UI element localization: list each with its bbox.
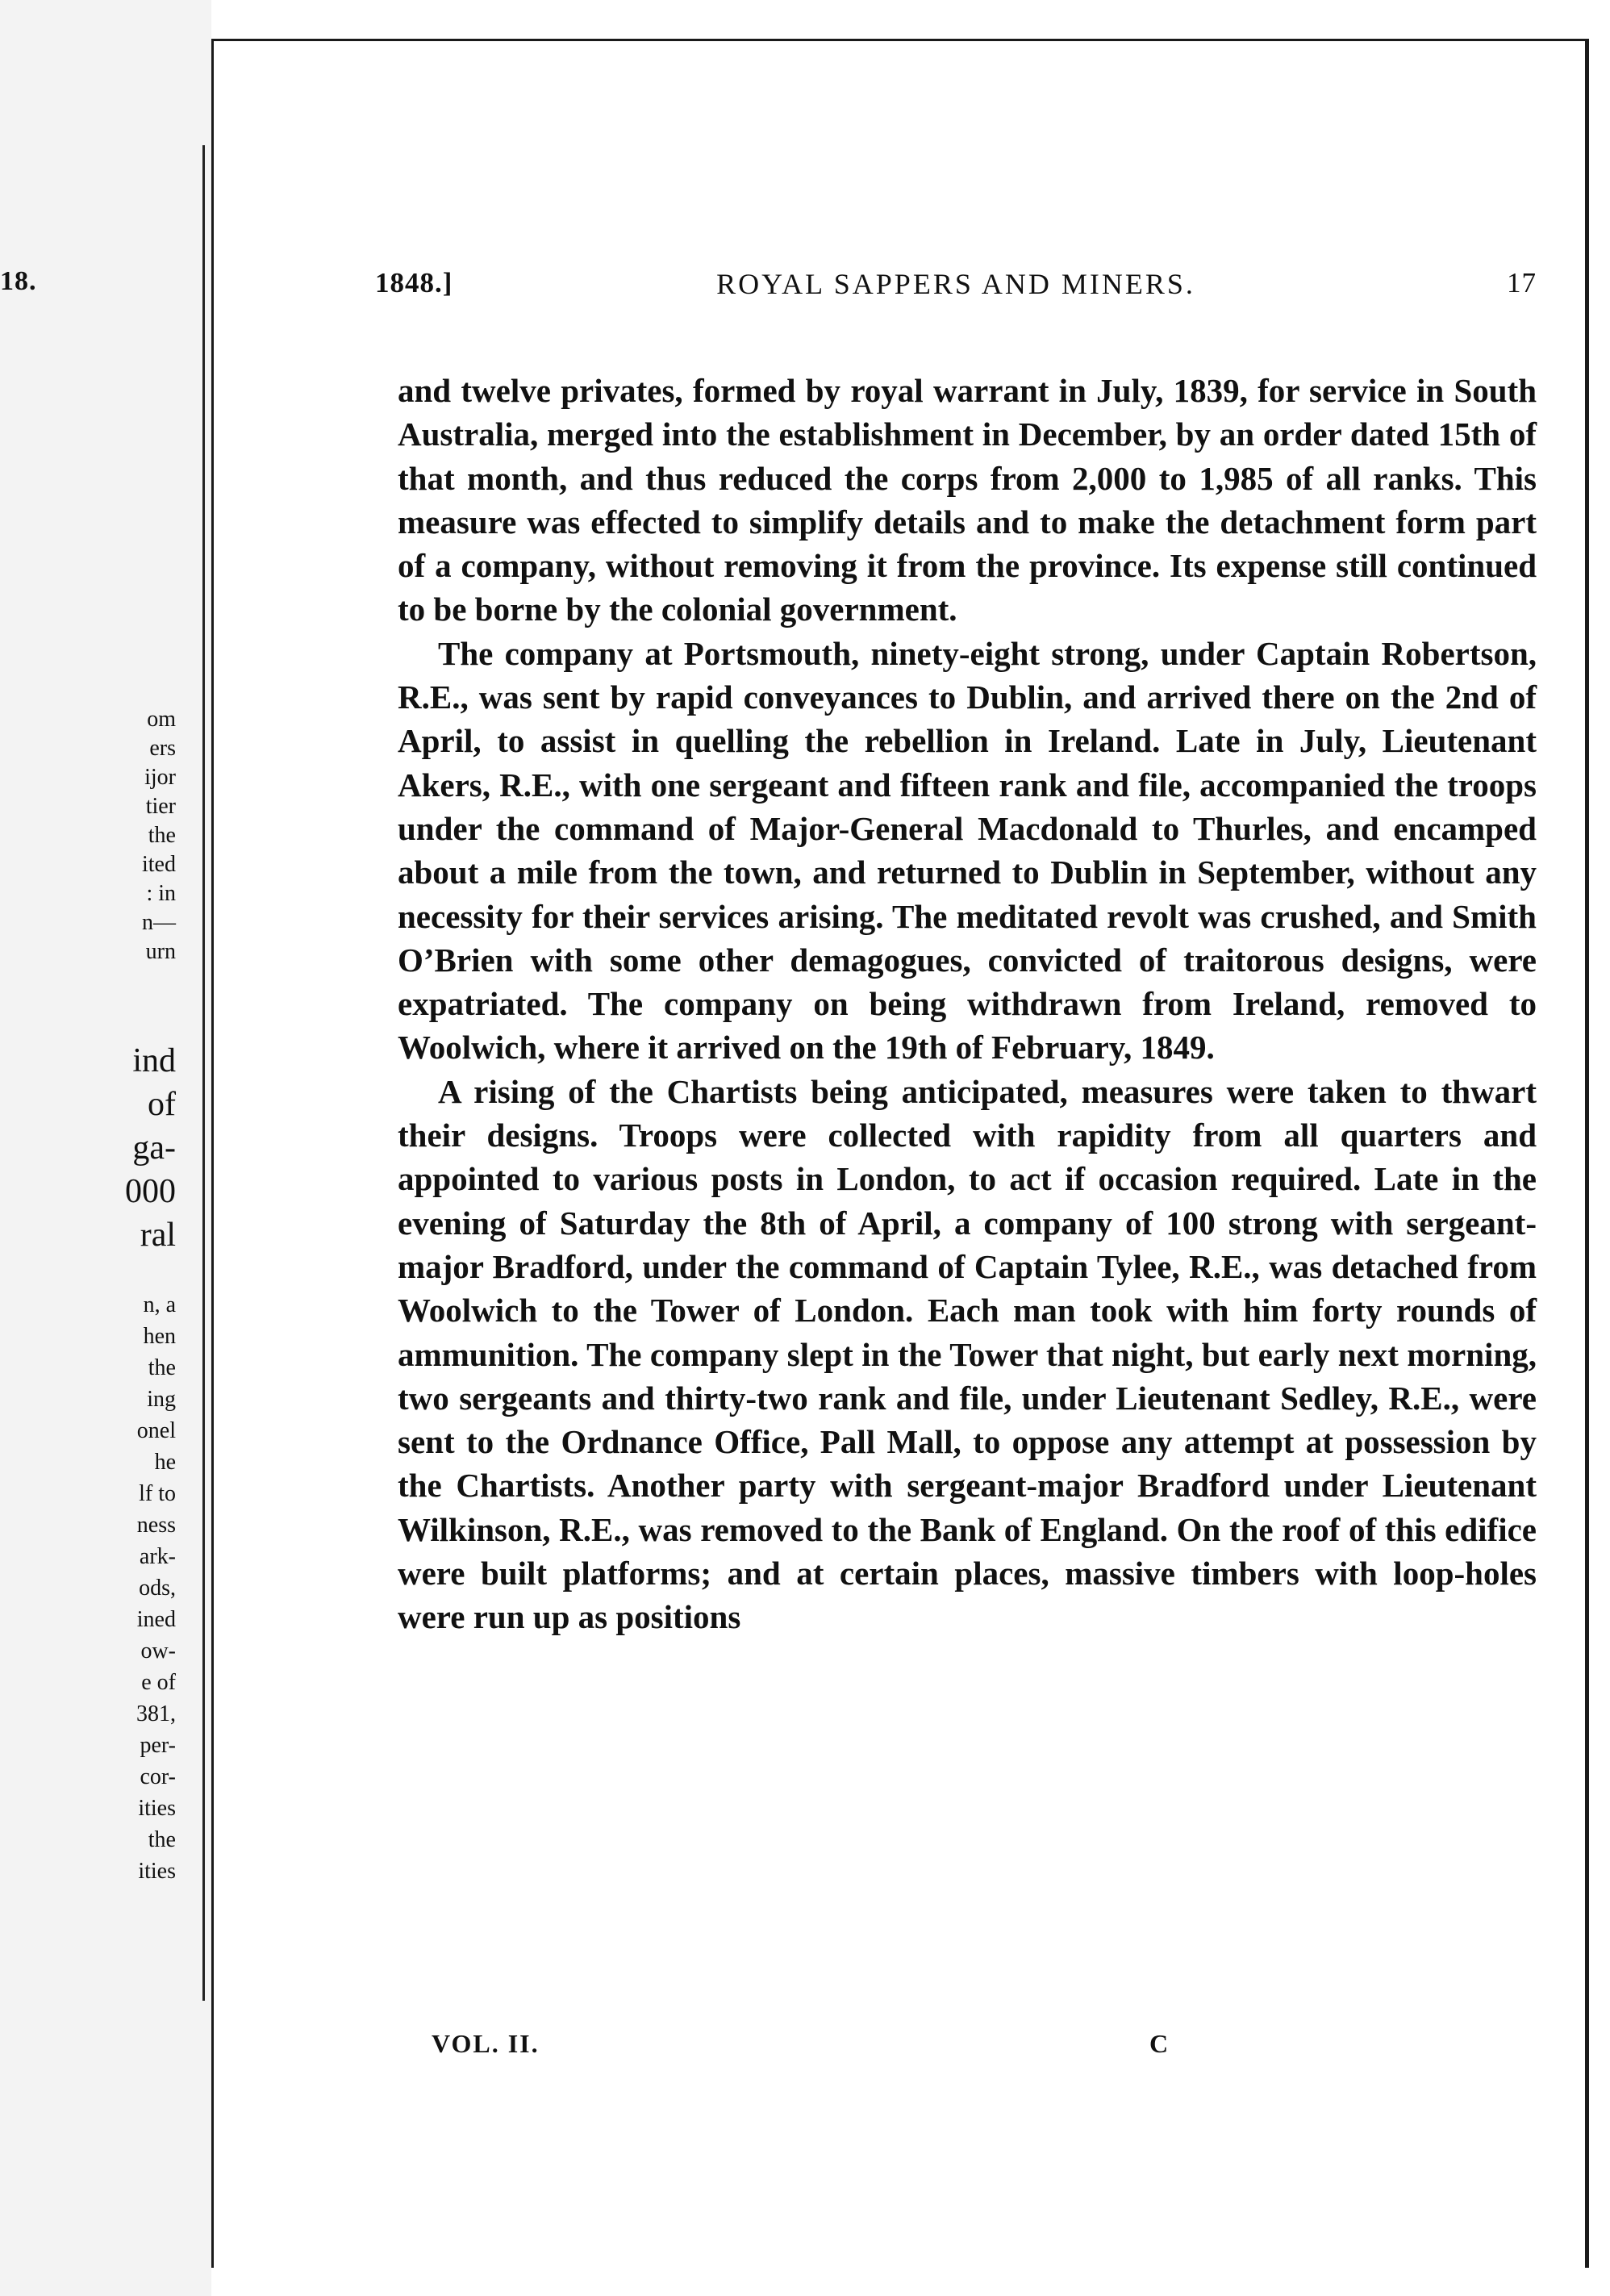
margin-fragment: 381, [136, 1701, 176, 1726]
volume-label: VOL. II. [432, 2029, 540, 2058]
paragraph: A rising of the Chartists being anticipated, measures were taken to thwart their designs. Troops were collected with rapidity from all quarters and appointed to various posts in London, to act if occasion required. Late in the evening of Saturday the 8th of April, a company of 100 strong with sergeant-major Bradford, under the command of Captain Tylee, R.E., was detached from Woolwich to the Tower of London. Each man took with him forty rounds of ammunition. The company slept in the Tower that night, but early next morning, two sergeants and thirty-two rank and file, under Lieutenant Sedley, R.E., were sent to the Ordnance Office, Pall Mall, to oppose any attempt at possession by the Chartists. Another party with sergeant-major Bradford under Lieutenant Wilkinson, R.E., was removed to the Bank of England. On the roof of this edifice were built platforms; and at certain places, massive timbers with loop-holes were run up as positions [398, 1072, 1537, 1636]
body-text [398, 369, 1537, 1639]
margin-fragment: the [148, 823, 176, 848]
margin-fragment: ness [136, 1513, 176, 1538]
margin-fragment: ga- [132, 1129, 176, 1167]
page-number: 17 [1507, 267, 1537, 298]
margin-fragment: n— [142, 910, 176, 935]
margin-fragment: urn [145, 939, 176, 964]
page-gutter-line [202, 145, 205, 2001]
margin-fragment: ined [136, 1607, 176, 1632]
margin-fragment: om [147, 707, 176, 732]
margin-fragment: he [154, 1450, 176, 1475]
page-footer [432, 2029, 1399, 2059]
paragraph: The company at Portsmouth, ninety-eight strong, under Captain Robertson, R.E., was sent by rapid conveyances to Dublin, and arrived there on the 2nd of April, to assist in quelling the rebellion in Ireland. Late in July, Lieutenant Akers, R.E., with one sergeant and fifteen rank and file, accompanied the troops under the command of Major-General Macdonald to Thurles, and encamped about a mile from the town, and returned to Dublin in September, without any necessity for their services arising. The meditated revolt was crushed, and Smith O’Brien with some other demagogues, convicted of traitorous designs, were expatriated. The company on being withdrawn from Ireland, removed to Woolwich, where it arrived on the 19th of February, 1849. [398, 634, 1537, 1067]
margin-fragment: of [148, 1086, 176, 1123]
book-page [211, 39, 1589, 2268]
margin-fragment: ark- [139, 1544, 176, 1569]
margin-fragment: onel [136, 1418, 176, 1443]
margin-fragment: e of [141, 1670, 176, 1695]
margin-fragment: lf to [139, 1481, 176, 1506]
margin-fragment: the [148, 1355, 176, 1380]
margin-fragment: cor- [140, 1764, 176, 1789]
paragraph: and twelve privates, formed by royal warrant in July, 1839, for service in South Australia, merged into the establishment in December, by an order dated 15th of that month, and thus reduced the corps from 2,000 to 1,985 of all ranks. This measure was effected to simplify details and to make the detachment form part of a company, without removing it from the province. Its expense still continued to be borne by the colonial government. [398, 372, 1537, 628]
signature-mark: C [1149, 2029, 1170, 2058]
running-head-year: 1848.] [375, 267, 453, 298]
margin-fragment: per- [140, 1733, 176, 1758]
margin-fragment: ow- [140, 1639, 176, 1664]
margin-fragment: hen [143, 1324, 176, 1349]
left-running-head-fragment: 18. [0, 266, 37, 296]
margin-fragment: 000 [125, 1173, 176, 1210]
margin-fragment: : in [146, 881, 176, 906]
margin-fragment: tier [145, 794, 176, 819]
margin-fragment: ods, [139, 1576, 176, 1601]
margin-fragment: ijor [144, 765, 176, 790]
margin-fragment: ities [138, 1859, 176, 1884]
running-head-title: ROYAL SAPPERS AND MINERS. [716, 268, 1195, 300]
margin-fragment: ral [140, 1217, 176, 1254]
margin-fragment: ities [138, 1796, 176, 1821]
margin-fragment: the [148, 1827, 176, 1852]
margin-fragment: ind [132, 1042, 176, 1079]
margin-fragment: ited [142, 852, 176, 877]
running-head [375, 267, 1537, 307]
margin-fragment: n, a [143, 1292, 176, 1317]
left-page-fragment [0, 0, 211, 2296]
margin-fragment: ers [149, 736, 176, 761]
margin-fragment: ing [147, 1387, 176, 1412]
